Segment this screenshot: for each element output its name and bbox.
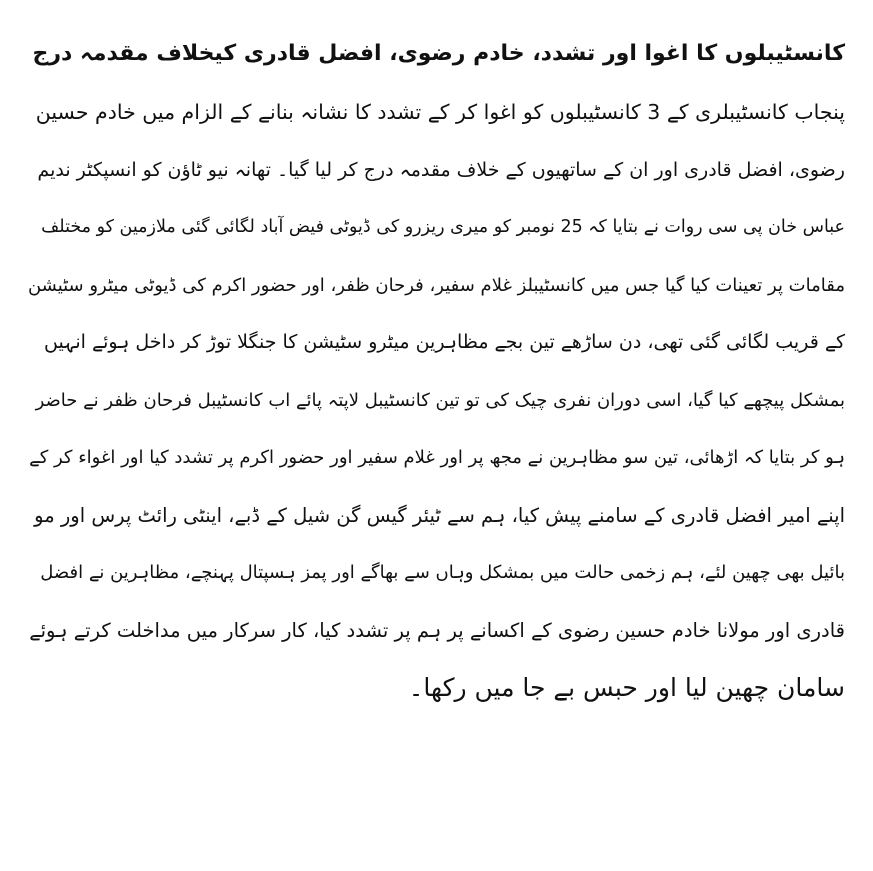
article-line: کے قریب لگائی گئی تھی، دن ساڑھے تین بجے مظاہرین میٹرو سٹیشن کا جنگلا توڑ کر داخل ہوئے انہیں bbox=[44, 331, 845, 353]
article-line: ہو کر بتایا کہ اڑھائی، تین سو مظاہرین نے مجھ پر اور غلام سفیر اور حضور اکرم پر تشدد کیا اور اغواء کر کے bbox=[29, 447, 845, 468]
article-line: سامان چھین لیا اور حبس بے جا میں رکھا۔ bbox=[408, 673, 845, 702]
news-article bbox=[28, 24, 845, 717]
article-line: مقامات پر تعینات کیا گیا جس میں کانسٹیبلز غلام سفیر، فرحان ظفر، اور حضور اکرم کی ڈیوٹی میٹرو سٹیشن bbox=[27, 274, 845, 296]
article-headline: کانسٹیبلوں کا اغوا اور تشدد، خادم رضوی، افضل قادری کیخلاف مقدمہ درج bbox=[32, 41, 845, 66]
article-line: اپنے امیر افضل قادری کے سامنے پیش کیا، ہم سے ٹیئر گیس گن شیل کے ڈبے، اینٹی رائٹ پرس اور مو bbox=[34, 503, 845, 527]
article-line: عباس خان پی سی روات نے بتایا کہ 25 نومبر کو میری ریزرو کی ڈیوٹی فیض آباد لگائی گئی ملازمین کو مختلف bbox=[41, 217, 845, 237]
article-line: پنجاب کانسٹیبلری کے 3 کانسٹیبلوں کو اغوا کر کے تشدد کا نشانہ بنانے کے الزام میں خادم حسین bbox=[35, 100, 845, 124]
article-line: رضوی، افضل قادری اور ان کے ساتھیوں کے خلاف مقدمہ درج کر لیا گیا۔ تھانہ نیو ٹاؤن کو انسپکٹر ندیم bbox=[37, 158, 845, 181]
article-line: بائیل بھی چھین لئے، ہم زخمی حالت میں بمشکل وہاں سے بھاگے اور پمز ہسپتال پہنچے، مظاہرین نے افضل bbox=[40, 562, 845, 583]
article-line: بمشکل پیچھے کیا گیا، اسی دوران نفری چیک کی تو تین کانسٹیبل لاپتہ پائے اب کانسٹیبل فرحان ظفر نے حاضر bbox=[35, 389, 845, 411]
article-line: قادری اور مولانا خادم حسین رضوی کے اکسانے پر ہم پر تشدد کیا، کار سرکار میں مداخلت کرتے ہوئے bbox=[29, 618, 845, 642]
article-body bbox=[28, 84, 845, 717]
